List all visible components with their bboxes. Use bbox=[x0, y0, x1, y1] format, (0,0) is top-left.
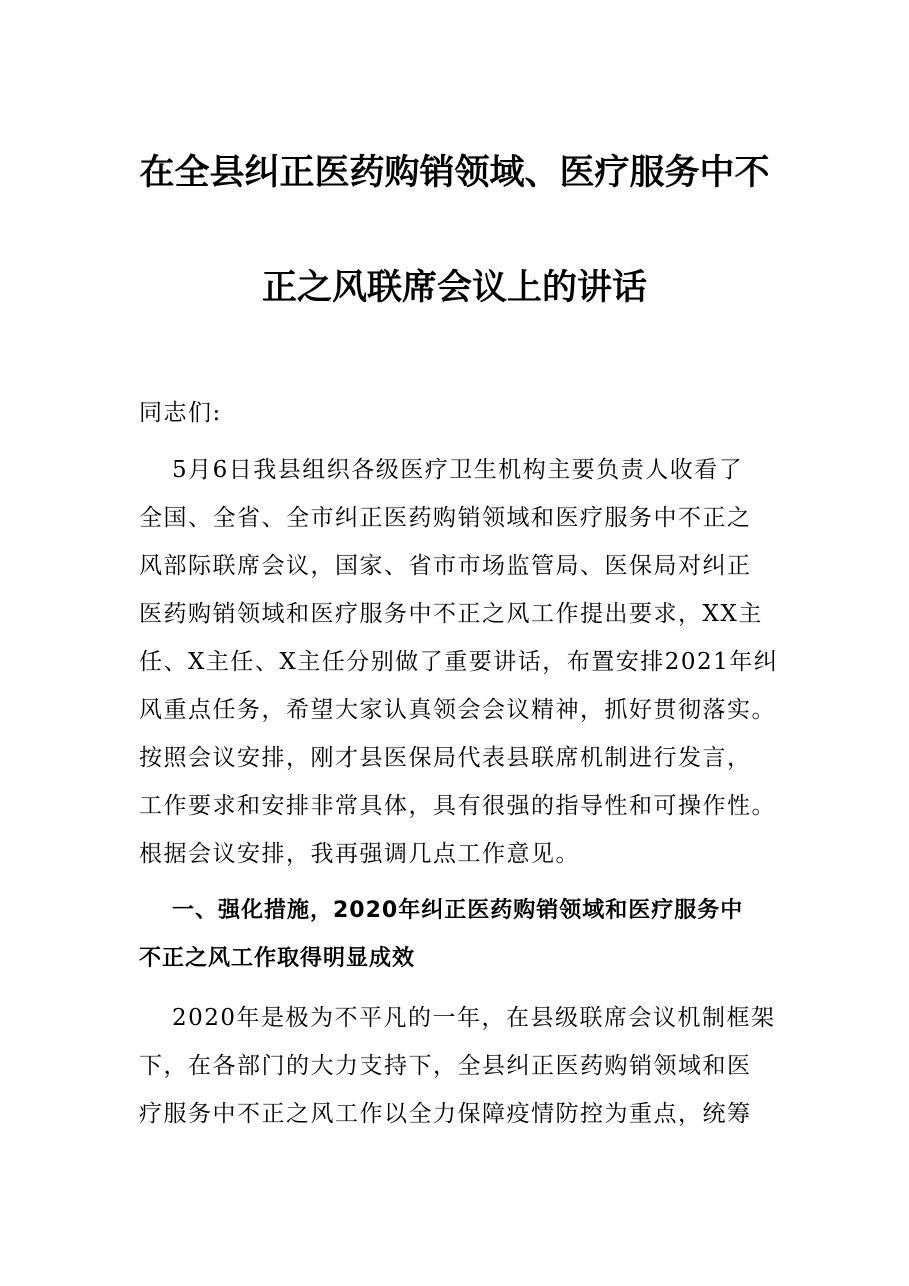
salutation: 同志们: bbox=[139, 400, 222, 426]
paragraph-1-line: 5月6日我县组织各级医疗卫生机构主要负责人收看了 bbox=[172, 457, 744, 483]
paragraph-1-line: 按照会议安排，刚才县医保局代表县联席机制进行发言， bbox=[139, 745, 752, 771]
paragraph-1-line: 医药购销领域和医疗服务中不正之风工作提出要求，XX主 bbox=[139, 601, 763, 627]
paragraph-1-line: 风部际联席会议，国家、省市市场监管局、医保局对纠正 bbox=[139, 553, 752, 579]
title-line-1: 在全县纠正医药购销领域、医疗服务中不 bbox=[139, 153, 770, 193]
paragraph-1-line: 风重点任务，希望大家认真领会会议精神，抓好贯彻落实。 bbox=[139, 697, 776, 723]
paragraph-1-line: 工作要求和安排非常具体，具有很强的指导性和可操作性。 bbox=[139, 793, 776, 819]
section-1-heading-line: 一、强化措施，2020年纠正医药购销领域和医疗服务中 bbox=[172, 898, 744, 923]
title-line-2: 正之风联席会议上的讲话 bbox=[261, 268, 647, 308]
paragraph-1-line: 根据会议安排，我再强调几点工作意见。 bbox=[139, 841, 580, 867]
paragraph-2-line: 2020年是极为不平凡的一年，在县级联席会议机制框架 bbox=[172, 1005, 776, 1031]
paragraph-2-line: 下，在各部门的大力支持下，全县纠正医药购销领域和医 bbox=[139, 1053, 752, 1079]
section-1-heading-line: 不正之风工作取得明显成效 bbox=[139, 946, 416, 971]
paragraph-2-line: 疗服务中不正之风工作以全力保障疫情防控为重点，统筹 bbox=[139, 1101, 752, 1127]
paragraph-1-line: 任、X主任、X主任分别做了重要讲话，布置安排2021年纠 bbox=[139, 649, 779, 675]
paragraph-1-line: 全国、全省、全市纠正医药购销领域和医疗服务中不正之 bbox=[139, 505, 752, 531]
